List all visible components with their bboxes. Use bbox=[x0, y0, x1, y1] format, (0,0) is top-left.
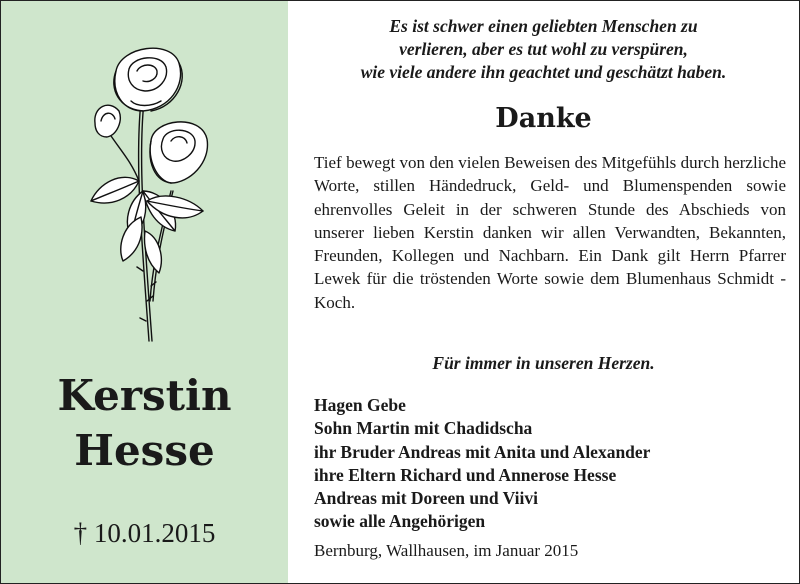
family-member: Andreas mit Doreen und Viivi bbox=[314, 488, 538, 509]
motto-line: wie viele andere ihn geachtet und geschätzt haben. bbox=[360, 62, 727, 82]
memorial-line: Für immer in unseren Herzen. bbox=[432, 353, 655, 373]
place-and-date: Bernburg, Wallhausen, im Januar 2015 bbox=[314, 541, 579, 560]
motto-quote bbox=[288, 15, 799, 84]
left-panel bbox=[1, 1, 288, 583]
family-member: Hagen Gebe bbox=[314, 395, 406, 415]
motto-line: Es ist schwer einen geliebten Menschen zu bbox=[389, 16, 698, 36]
deceased-first-name: Kerstin bbox=[57, 371, 232, 420]
notice-title: Danke bbox=[495, 103, 592, 134]
motto-line: verlieren, aber es tut wohl zu verspüren, bbox=[399, 39, 688, 59]
family-member: ihre Eltern Richard und Annerose Hesse bbox=[314, 464, 617, 485]
family-member: Sohn Martin mit Chadidscha bbox=[314, 418, 533, 439]
death-date: † 10.01.2015 bbox=[73, 518, 216, 548]
family-member: ihr Bruder Andreas mit Anita und Alexander bbox=[314, 441, 651, 462]
rose-illustration-icon bbox=[71, 41, 221, 346]
thank-you-paragraph: Tief bewegt von den vielen Beweisen des Mitgefühls durch herzliche Worte, stillen Händedruck, Geld- und Blumenspenden sowie ehrenvolles Geleit in der schweren Stunde des Abschieds von unserer lieben Kerstin danken wir allen Verwandten, Bekannten, Freunden, Kollegen und Nachbarn. Ein Dank gilt Herrn Pfarrer Lewek für die tröstenden Worte sowie dem Blumenhaus Schmidt - Koch. bbox=[314, 153, 786, 312]
deceased-last-name: Hesse bbox=[74, 426, 215, 475]
right-panel bbox=[288, 1, 799, 583]
thank-you-text bbox=[314, 151, 786, 314]
family-list bbox=[314, 394, 784, 534]
family-member: sowie alle Angehörigen bbox=[314, 511, 486, 532]
